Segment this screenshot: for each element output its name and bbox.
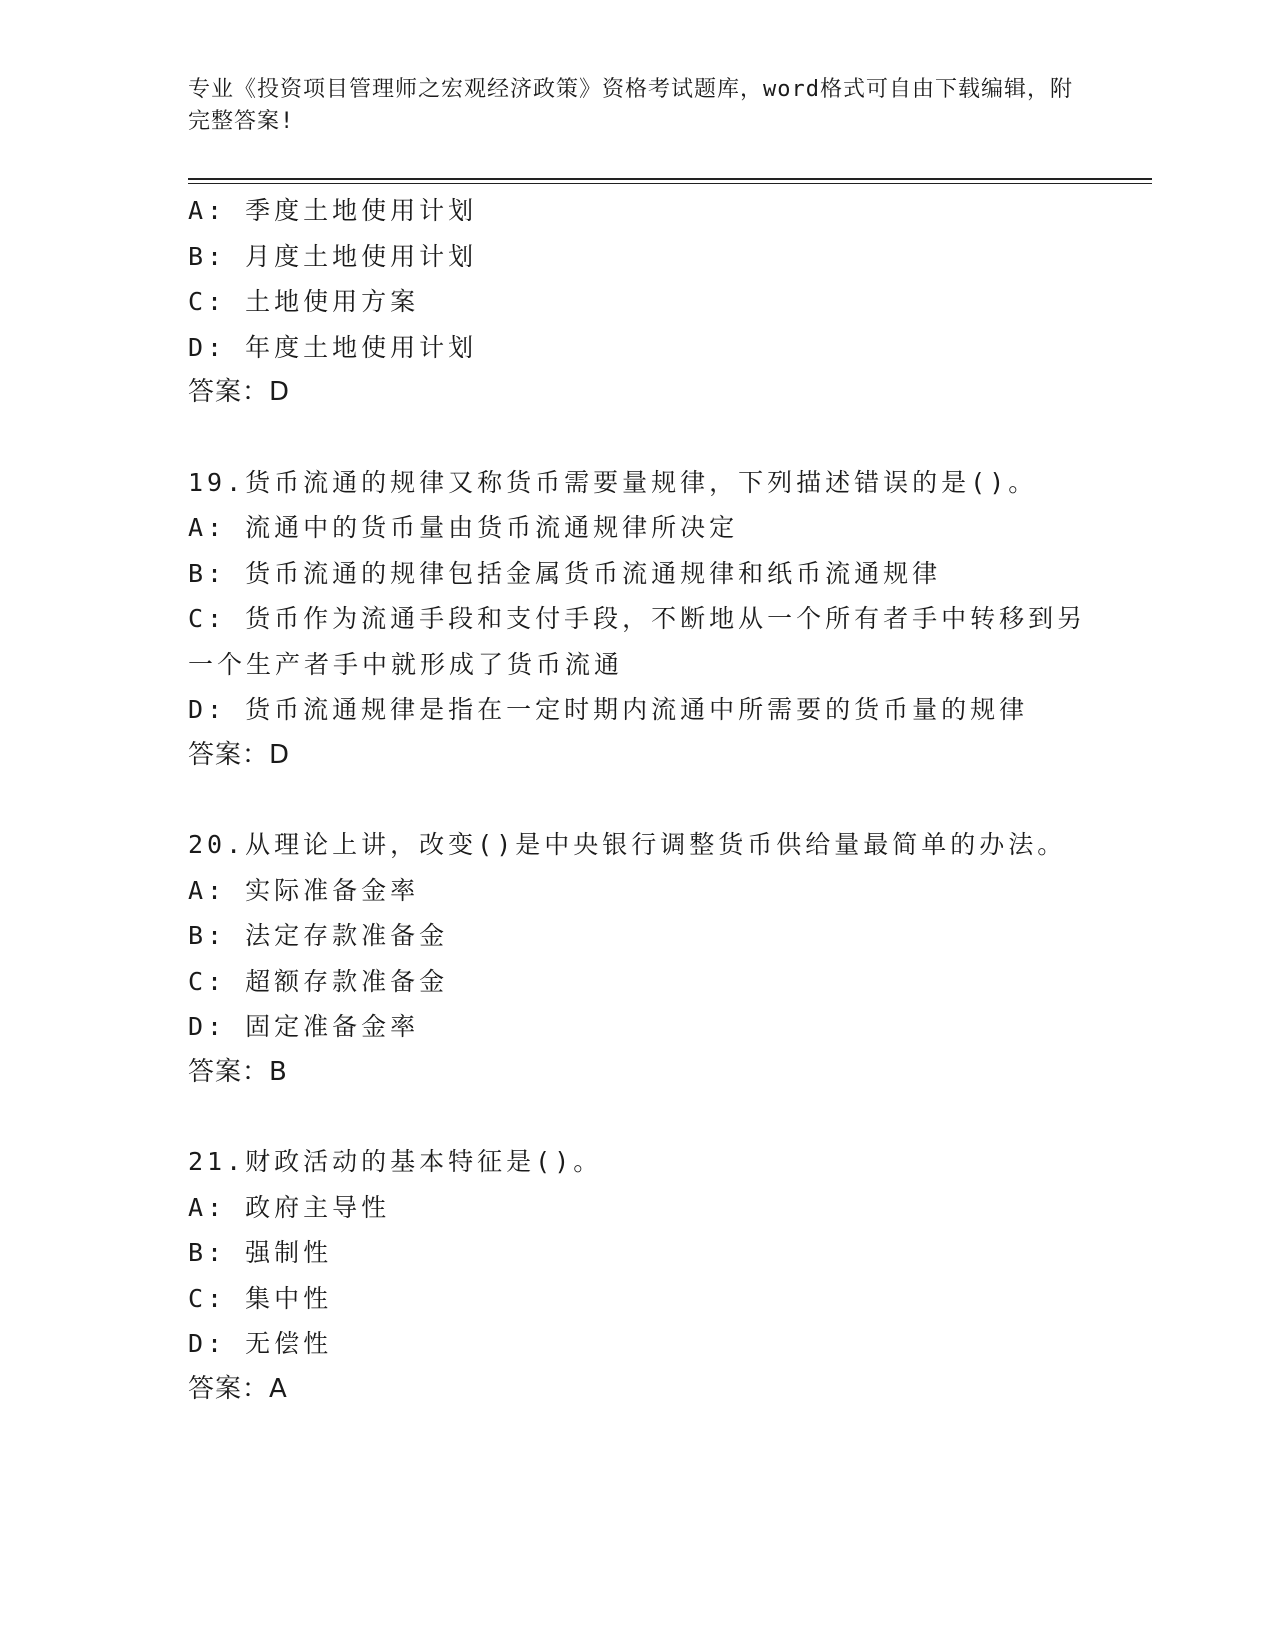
question-20 <box>188 822 1088 1095</box>
option-a: A: 流通中的货币量由货币流通规律所决定 <box>188 513 739 542</box>
option-a: A: 季度土地使用计划 <box>188 196 478 225</box>
option-a: A: 实际准备金率 <box>188 875 420 905</box>
option-c: C: 土地使用方案 <box>188 287 420 316</box>
answer-line: 答案：A <box>188 1373 288 1404</box>
document-header <box>188 74 1088 138</box>
question-stem: 20.从理论上讲，改变()是中央银行调整货币供给量最简单的办法。 <box>188 830 1067 859</box>
header-divider-thick <box>188 178 1152 180</box>
spacer <box>188 1095 1088 1139</box>
option-d: D: 年度土地使用计划 <box>188 332 478 362</box>
option-c: C: 超额存款准备金 <box>188 966 449 996</box>
spacer <box>188 416 1088 460</box>
question-21 <box>188 1139 1088 1412</box>
spacer <box>188 778 1088 822</box>
option-d: D: 无偿性 <box>188 1329 333 1358</box>
option-d: D: 固定准备金率 <box>188 1012 420 1041</box>
question-list <box>188 188 1088 1412</box>
option-b: B: 月度土地使用计划 <box>188 241 478 271</box>
question-19 <box>188 460 1088 779</box>
answer-line: 答案：D <box>188 377 291 407</box>
option-d: D: 货币流通规律是指在一定时期内流通中所需要的货币量的规律 <box>188 695 1029 724</box>
header-divider-thin <box>188 183 1152 184</box>
option-b: B: 法定存款准备金 <box>188 921 449 950</box>
answer-line: 答案：B <box>188 1056 288 1087</box>
option-c-continued: 一个生产者手中就形成了货币流通 <box>188 649 624 679</box>
answer-line: 答案：D <box>188 739 291 770</box>
option-c: C: 集中性 <box>188 1283 333 1313</box>
question-18 <box>188 188 1088 416</box>
option-b: B: 强制性 <box>188 1238 333 1267</box>
option-c: C: 货币作为流通手段和支付手段，不断地从一个所有者手中转移到另 <box>188 604 1087 633</box>
question-stem: 19.货币流通的规律又称货币需要量规律，下列描述错误的是()。 <box>188 467 1038 497</box>
option-b: B: 货币流通的规律包括金属货币流通规律和纸币流通规律 <box>188 558 942 588</box>
header-intro-text: 专业《投资项目管理师之宏观经济政策》资格考试题库，word格式可自由下载编辑，附完整答案! <box>188 77 1073 134</box>
question-stem: 21.财政活动的基本特征是()。 <box>188 1147 603 1176</box>
option-a: A: 政府主导性 <box>188 1192 391 1222</box>
